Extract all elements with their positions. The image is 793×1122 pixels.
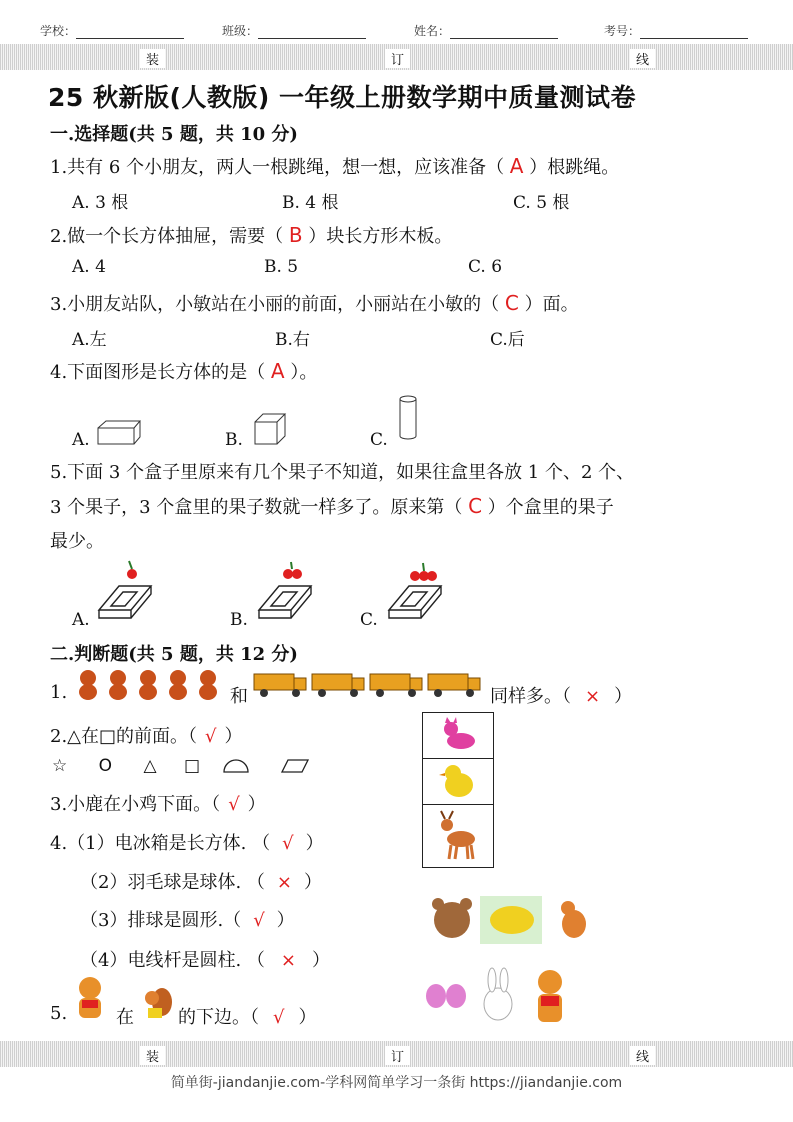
j1-and: 和	[230, 686, 248, 707]
cuboid-icon	[96, 418, 142, 446]
j1-text: 同样多。（	[490, 686, 571, 707]
q5-text: 3 个果子，3 个盒里的果子数就一样多了。原来第（	[50, 497, 469, 518]
monkeys-icon	[74, 666, 226, 702]
q3-option-c: C.后	[490, 330, 525, 350]
q4-option-c: C.	[370, 430, 388, 450]
j4c-mark: √	[253, 910, 265, 931]
j5-number: 5.	[50, 1003, 68, 1024]
section2-heading: 二.判断题(共 5 题，共 12 分)	[50, 644, 298, 665]
j4b	[80, 868, 322, 894]
j4a-close: ）	[305, 833, 324, 854]
section1-heading: 一.选择题(共 5 题，共 10 分)	[50, 124, 298, 145]
bear-bird-squirrel-icon	[428, 894, 598, 946]
class-label: 班级：	[222, 24, 259, 38]
q4-text-end: ）。	[284, 362, 318, 383]
q2-option-c: C. 6	[468, 257, 503, 277]
shape-row	[52, 756, 200, 776]
square-shape: □	[183, 756, 200, 776]
j5-text: 的下边。（	[178, 1007, 259, 1028]
q1-option-c: C. 5 根	[513, 193, 570, 213]
j4a-mark: √	[282, 833, 294, 854]
q4-option-b: B.	[225, 430, 243, 450]
number-label: 考号：	[604, 24, 641, 38]
q1-option-b: B. 4 根	[282, 193, 339, 213]
j1-number: 1.	[50, 682, 68, 703]
j5-close: ）	[298, 1007, 317, 1028]
q2-option-b: B. 5	[264, 257, 299, 277]
q4-option-a: A.	[72, 430, 90, 450]
cylinder-icon	[398, 394, 418, 442]
butterfly-rabbit-bear-icon	[424, 966, 574, 1026]
school-label: 学校：	[40, 24, 77, 38]
q2-text: 2.做一个长方体抽屉，需要（	[50, 226, 289, 247]
q5-option-b: B.	[230, 610, 248, 630]
q5-line2	[50, 493, 614, 519]
q3-answer: C	[504, 291, 519, 315]
star-shape: ☆	[52, 756, 68, 776]
j4a-text: 4.（1）电冰箱是长方体. （	[50, 833, 271, 854]
box-three-fruit-icon	[385, 560, 445, 624]
bear-icon	[72, 974, 108, 1022]
j4c-close: ）	[276, 910, 295, 931]
j3-close: ）	[247, 794, 266, 815]
q4	[50, 358, 317, 384]
school-blank	[76, 26, 184, 39]
q1-option-a: A. 3 根	[72, 193, 129, 213]
trucks-icon	[252, 668, 486, 700]
binding-label-mid-bottom: 订	[385, 1046, 410, 1065]
binding-band-top	[0, 44, 793, 70]
parallelogram-shape	[280, 758, 310, 774]
q3-text: 3.小朋友站队，小敏站在小丽的前面，小丽站在小敏的（	[50, 294, 505, 315]
q1	[50, 153, 619, 179]
j2	[50, 722, 243, 748]
number-blank	[640, 26, 748, 39]
j5	[178, 1003, 316, 1029]
q4-answer: A	[270, 359, 285, 383]
q2-answer: B	[288, 223, 303, 247]
q1-text: 1.共有 6 个小朋友，两人一根跳绳，想一想，应该准备（	[50, 157, 510, 178]
box-cell-deer	[423, 805, 493, 867]
box-cell-chick	[423, 759, 493, 805]
cube-icon	[253, 412, 287, 446]
j5-in: 在	[116, 1007, 134, 1028]
j2-text: 2.△在□的前面。（	[50, 726, 198, 747]
j1-close: ）	[614, 686, 633, 707]
footer-watermark: 简单街-jiandanjie.com-学科网简单学习一条街 https://jiandanjie.com	[170, 1075, 623, 1091]
j2-close: ）	[224, 726, 243, 747]
j1-mark: ×	[585, 686, 601, 707]
q5-text-end: ）个盒里的果子	[482, 497, 614, 518]
q2-option-a: A. 4	[72, 257, 106, 277]
j4d-mark: ×	[280, 950, 296, 971]
triangle-shape: △	[143, 756, 157, 776]
q2-text-end: ）块长方形木板。	[302, 226, 453, 247]
q1-text-end: ）根跳绳。	[523, 157, 620, 178]
q3-option-a: A.左	[72, 330, 107, 350]
q1-answer: A	[509, 154, 524, 178]
j5-mark: √	[273, 1007, 285, 1028]
binding-label-left-bottom: 装	[140, 1046, 165, 1065]
j4d-close: ）	[312, 950, 330, 971]
page-title: 25 秋新版(人教版) 一年级上册数学期中质量测试卷	[48, 83, 637, 112]
box-one-fruit-icon	[95, 556, 155, 624]
binding-band-bottom	[0, 1041, 793, 1067]
q2	[50, 222, 452, 248]
q5-option-c: C.	[360, 610, 378, 630]
binding-label-right: 线	[630, 49, 655, 68]
class-blank	[258, 26, 366, 39]
school-field	[40, 22, 184, 39]
name-blank	[450, 26, 558, 39]
j4c-text: （3）排球是圆形.（	[80, 910, 242, 931]
q5-line3: 最少。	[50, 531, 104, 552]
j2-mark: √	[205, 726, 217, 747]
j3-mark: √	[228, 794, 240, 815]
circle-shape: O	[98, 756, 113, 776]
binding-label-right-bottom: 线	[630, 1046, 655, 1065]
j3-text: 3.小鹿在小鸡下面。（	[50, 794, 221, 815]
j4b-text: （2）羽毛球是球体. （	[80, 872, 265, 893]
binding-label-left: 装	[140, 49, 165, 68]
j4a	[50, 829, 324, 855]
chick-icon	[423, 759, 493, 804]
j4b-close: ）	[304, 872, 322, 893]
j3	[50, 790, 266, 816]
q3-text-end: ）面。	[518, 294, 579, 315]
class-field	[222, 22, 366, 39]
semicircle-shape	[222, 756, 250, 774]
q5-answer: C	[468, 494, 483, 518]
q3-option-b: B.右	[275, 330, 310, 350]
q3	[50, 290, 579, 316]
stacked-animals-box	[422, 712, 494, 868]
j4d	[80, 946, 330, 972]
deer-icon	[423, 805, 493, 867]
q4-text: 4.下面图形是长方体的是（	[50, 362, 271, 383]
number-field	[604, 22, 748, 39]
cat-icon	[423, 713, 493, 758]
q5-option-a: A.	[72, 610, 90, 630]
j4c	[80, 906, 295, 932]
q5-line1: 5.下面 3 个盒子里原来有几个果子不知道，如果往盒里各放 1 个、2 个、	[50, 462, 635, 483]
squirrel-icon	[140, 982, 176, 1022]
box-cell-cat	[423, 713, 493, 759]
j1	[490, 682, 632, 708]
box-two-fruit-icon	[255, 560, 315, 624]
j4b-mark: ×	[276, 872, 292, 893]
name-field	[414, 22, 558, 39]
j4d-text: （4）电线杆是圆柱. （	[80, 950, 265, 971]
name-label: 姓名：	[414, 24, 451, 38]
binding-label-mid: 订	[385, 49, 410, 68]
